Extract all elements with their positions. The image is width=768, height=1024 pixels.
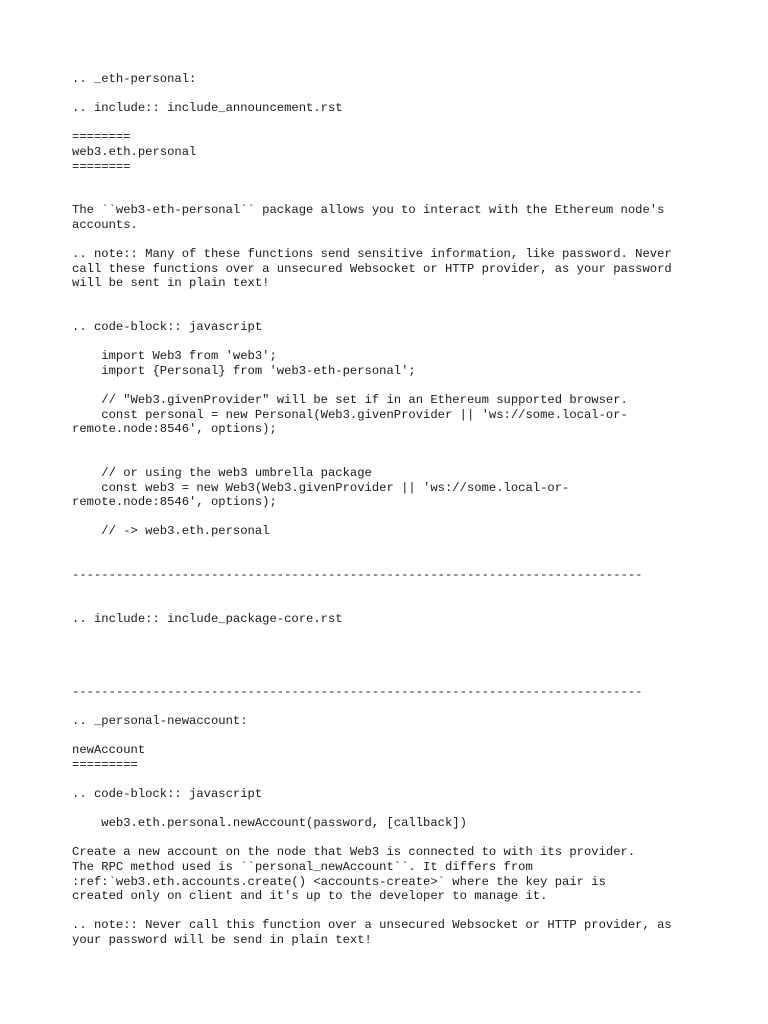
text-line [72,831,712,846]
text-line [72,554,712,569]
text-line: import Web3 from 'web3'; [72,349,277,364]
text-line [72,802,712,817]
text-line: .. code-block:: javascript [72,320,263,335]
text-line [72,641,712,656]
text-line: :ref:`web3.eth.accounts.create() <accounts-create>` where the key pair is [72,874,606,889]
text-line [72,670,712,685]
text-line: .. note:: Many of these functions send sensitive information, like password. Never [72,247,672,262]
text-line [72,700,712,715]
text-line [72,904,712,919]
text-line [72,510,712,525]
text-line: accounts. [72,217,138,232]
text-line: The ``web3-eth-personal`` package allows you to interact with the Ethereum node's [72,203,665,218]
text-line: .. _eth-personal: [72,72,197,86]
text-line [72,233,712,248]
text-line: web3.eth.personal.newAccount(password, [callback]) [72,816,467,831]
text-line [72,656,712,671]
text-line: .. note:: Never call this function over a unsecured Websocket or HTTP provider, as [72,918,672,933]
text-line: // -> web3.eth.personal [72,524,270,539]
text-line: remote.node:8546', options); [72,422,277,437]
text-line: created only on client and it's up to the developer to manage it. [72,889,548,904]
text-line: ------------------------------------------------------------------------------ [72,568,643,583]
text-line [72,291,712,306]
text-line: ======== [72,159,131,174]
text-line: .. _personal-newaccount: [72,714,248,729]
text-line: .. include:: include_package-core.rst [72,611,343,626]
text-line: ======== [72,130,131,145]
text-line: newAccount [72,743,146,758]
text-line: const web3 = new Web3(Web3.givenProvider || 'ws://some.local-or- [72,480,570,495]
text-line: your password will be send in plain text! [72,933,372,948]
text-line [72,335,712,350]
text-line: remote.node:8546', options); [72,495,277,510]
text-line: Create a new account on the node that Web3 is connected to with its provider. [72,845,636,860]
text-line [72,627,712,642]
text-line: web3.eth.personal [72,144,197,159]
text-line [72,583,712,598]
text-line [72,451,712,466]
text-line: const personal = new Personal(Web3.givenProvider || 'ws://some.local-or- [72,407,628,422]
text-line: .. code-block:: javascript [72,787,263,802]
text-line [72,437,712,452]
text-line: ------------------------------------------------------------------------------ [72,684,643,699]
text-line: will be sent in plain text! [72,276,270,291]
text-line [72,729,712,744]
text-line [72,539,712,554]
text-line [72,189,712,204]
document-page [72,72,712,948]
text-line: .. include:: include_announcement.rst [72,101,343,116]
text-line [72,597,712,612]
text-line [72,773,712,788]
text-line: The RPC method used is ``personal_newAccount``. It differs from [72,860,533,875]
text-line [72,306,712,321]
text-line: call these functions over a unsecured Websocket or HTTP provider, as your password [72,261,672,276]
text-line [72,87,712,102]
text-line: // "Web3.givenProvider" will be set if in an Ethereum supported browser. [72,393,628,408]
text-line: // or using the web3 umbrella package [72,466,372,481]
text-line [72,378,712,393]
text-line: ========= [72,757,138,772]
text-line [72,116,712,131]
text-line [72,174,712,189]
text-line: import {Personal} from 'web3-eth-personal'; [72,363,416,378]
